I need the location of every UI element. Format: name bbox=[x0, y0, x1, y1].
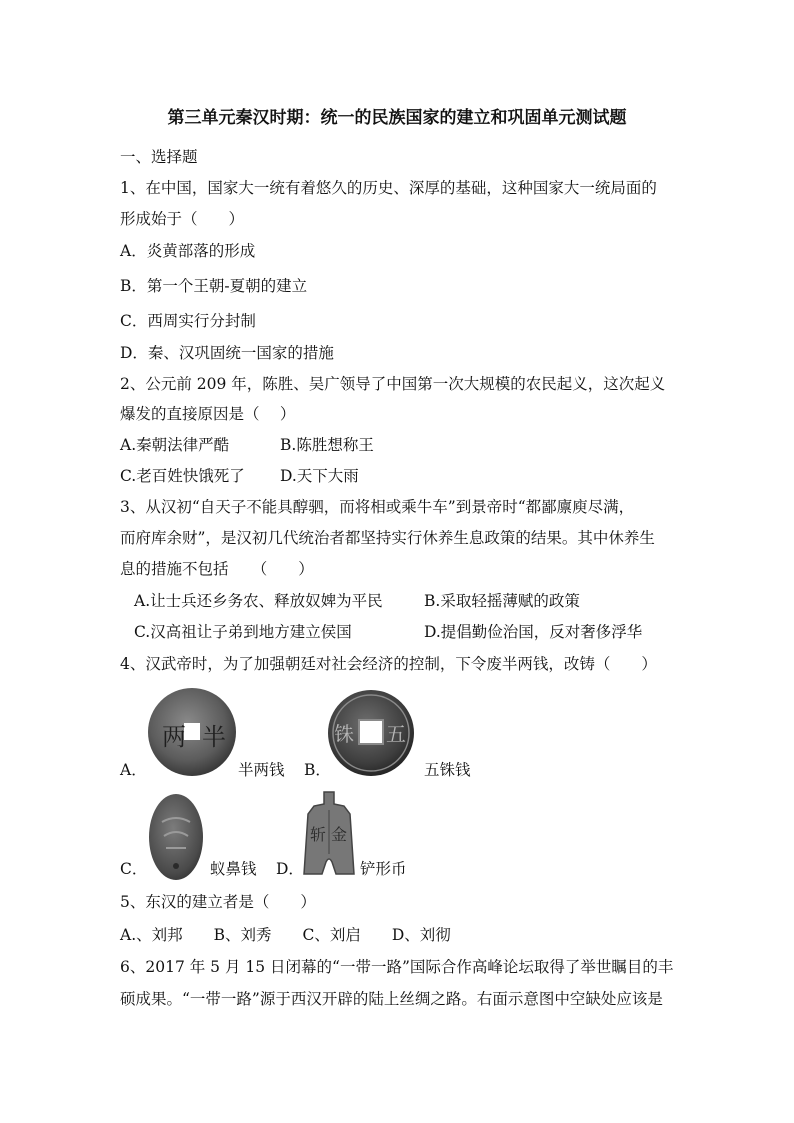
option-d-label: 铲形币 bbox=[360, 860, 407, 878]
coin-a-glyph-left: 两 bbox=[162, 723, 186, 751]
question-1-option-d: D．秦、汉巩固统一国家的措施 bbox=[120, 344, 334, 362]
question-3-option-d: D.提倡勤俭治国，反对奢侈浮华 bbox=[424, 623, 643, 641]
spade-coin-image bbox=[300, 790, 358, 880]
coin-b-glyph-left: 铢 bbox=[334, 722, 354, 746]
question-2-option-d: D.天下大雨 bbox=[280, 467, 359, 485]
option-b-label: 五铢钱 bbox=[424, 761, 471, 779]
option-a-label: 半两钱 bbox=[238, 761, 285, 779]
coin-d-glyph-left: 斩 bbox=[310, 825, 327, 844]
question-5-line-1: 5、东汉的建立者是（ ） bbox=[120, 893, 316, 911]
question-6-line-2: 硕成果。“一带一路”源于西汉开辟的陆上丝绸之路。右面示意图中空缺处应该是 bbox=[120, 990, 663, 1008]
question-2-line-2: 爆发的直接原因是（ ） bbox=[120, 405, 296, 423]
coin-a-glyph-right: 半 bbox=[202, 723, 226, 751]
coin-b-glyph-right: 五 bbox=[386, 722, 406, 746]
question-3-option-b: B.采取轻摇薄赋的政策 bbox=[424, 592, 580, 610]
section-heading: 一、选择题 bbox=[120, 148, 198, 166]
question-1-option-c: C．西周实行分封制 bbox=[120, 312, 256, 330]
question-4-line-1: 4、汉武帝时，为了加强朝廷对社会经济的控制，下令废半两钱，改铸（ ） bbox=[120, 655, 657, 673]
question-1-option-b: B．第一个王朝-夏朝的建立 bbox=[120, 277, 308, 295]
wuzhu-coin-image bbox=[326, 688, 416, 778]
question-1-option-a: A．炎黄部落的形成 bbox=[120, 242, 256, 260]
option-c-label: 蚁鼻钱 bbox=[210, 860, 257, 878]
yibi-coin-image bbox=[146, 792, 206, 882]
question-2-line-1: 2、公元前 209 年，陈胜、吴广领导了中国第一次大规模的农民起义，这次起义 bbox=[120, 375, 666, 393]
question-3-line-2: 而府库余财”，是汉初几代统治者都坚持实行休养生息政策的结果。其中休养生 bbox=[120, 529, 655, 547]
question-1-line-2: 形成始于（ ） bbox=[120, 210, 245, 228]
option-a-letter: A． bbox=[120, 761, 147, 779]
question-6-line-1: 6、2017 年 5 月 15 日闭幕的“一带一路”国际合作高峰论坛取得了举世瞩目的丰 bbox=[120, 958, 674, 976]
question-2-option-a: A.秦朝法律严酷 bbox=[120, 436, 230, 454]
question-1-line-1: 1、在中国，国家大一统有着悠久的历史、深厚的基础，这种国家大一统局面的 bbox=[120, 179, 657, 197]
option-c-letter: C． bbox=[120, 860, 148, 878]
question-3-line-1: 3、从汉初“自天子不能具醇驷，而将相或乘牛车”到景帝时“都鄙廪庾尽满， bbox=[120, 498, 635, 516]
question-5-options: A.、刘邦 B、刘秀 C、刘启 D、刘彻 bbox=[120, 926, 451, 944]
question-3-option-c: C.汉高祖让子弟到地方建立侯国 bbox=[134, 623, 352, 641]
option-b-letter: B． bbox=[304, 761, 331, 779]
question-3-option-a: A.让士兵还乡务农、释放奴婢为平民 bbox=[134, 592, 383, 610]
question-2-option-c: C.老百姓快饿死了 bbox=[120, 467, 245, 485]
banliang-coin-image bbox=[146, 685, 238, 780]
question-3-line-3: 息的措施不包括 （ ） bbox=[120, 560, 314, 578]
coin-d-glyph-right: 金 bbox=[331, 825, 348, 844]
question-2-option-b: B.陈胜想称王 bbox=[280, 436, 374, 454]
option-d-letter: D． bbox=[276, 860, 304, 878]
page-title: 第三单元秦汉时期：统一的民族国家的建立和巩固单元测试题 bbox=[167, 108, 627, 128]
